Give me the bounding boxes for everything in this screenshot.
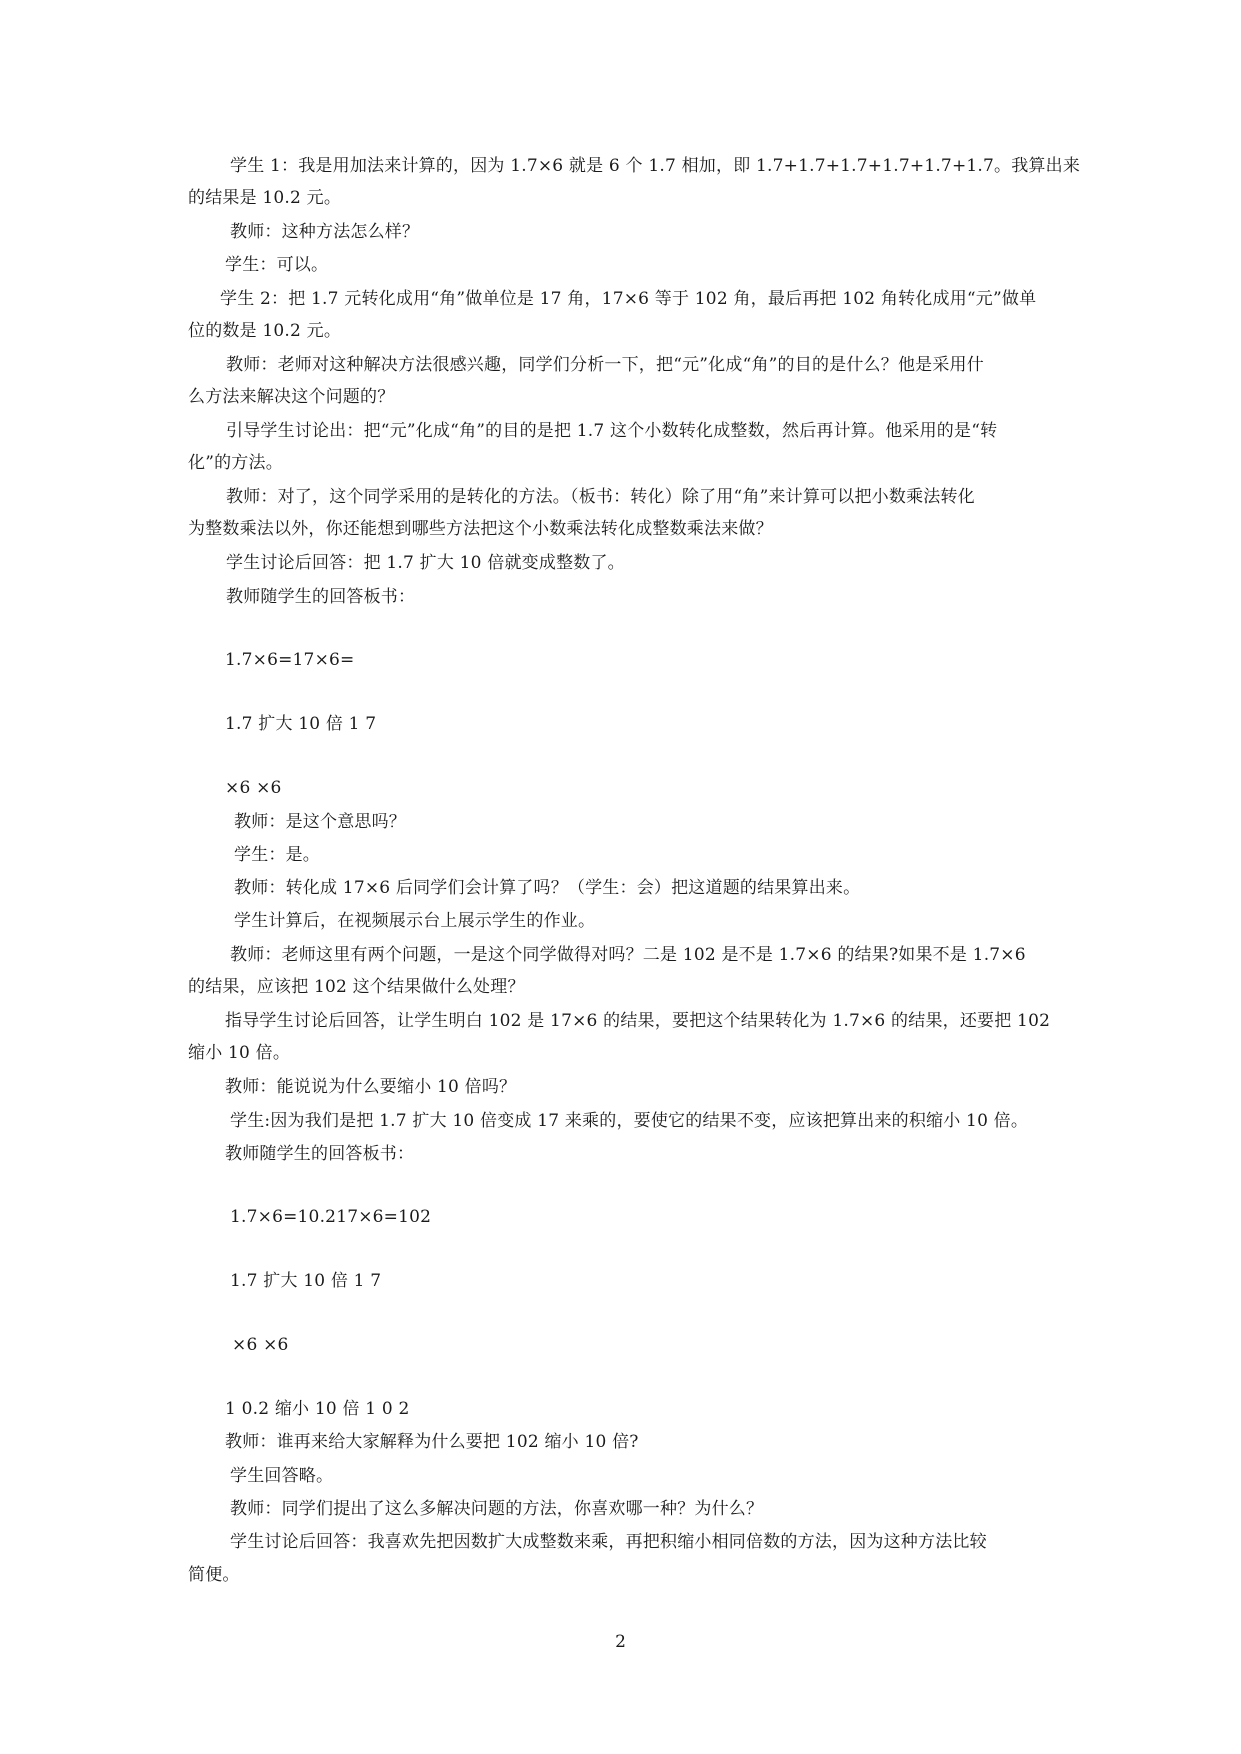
text-line: 教师随学生的回答板书： — [226, 587, 416, 607]
board-formula: 1.7×6=10.217×6=102 — [230, 1207, 432, 1227]
text-line: 教师：能说说为什么要缩小 10 倍吗？ — [225, 1077, 517, 1097]
text-line: 学生：是。 — [234, 845, 320, 865]
page-number: 2 — [615, 1632, 626, 1652]
board-formula: ×6 ×6 — [225, 778, 282, 798]
text-line: 学生讨论后回答：我喜欢先把因数扩大成整数来乘，再把积缩小相同倍数的方法，因为这种方法比较 — [230, 1532, 987, 1552]
board-formula: 1 0.2 缩小 10 倍 1 0 2 — [225, 1399, 410, 1419]
text-line: 的结果是 10.2 元。 — [188, 188, 342, 208]
text-line: 学生 1：我是用加法来计算的，因为 1.7×6 就是 6 个 1.7 相加，即 1.7+1.7+1.7+1.7+1.7+1.7。我算出来 — [230, 156, 1081, 176]
board-formula: 1.7×6=17×6= — [225, 650, 355, 670]
text-line: 教师：这种方法怎么样？ — [230, 222, 420, 242]
text-line: 的结果，应该把 102 这个结果做什么处理？ — [188, 977, 525, 997]
board-formula: 1.7 扩大 10 倍 1 7 — [225, 714, 377, 734]
text-line: 教师：老师对这种解决方法很感兴趣，同学们分析一下，把“元”化成“角”的目的是什么？他是采用什 — [226, 355, 984, 375]
text-line: 引导学生讨论出：把“元”化成“角”的目的是把 1.7 这个小数转化成整数，然后再计算。他采用的是“转 — [226, 421, 998, 441]
text-line: 简便。 — [188, 1565, 240, 1585]
text-line: 学生计算后，在视频展示台上展示学生的作业。 — [234, 911, 596, 931]
text-line: 教师：老师这里有两个问题，一是这个同学做得对吗？二是 102 是不是 1.7×6 的结果?如果不是 1.7×6 — [230, 945, 1026, 965]
text-line: 教师：是这个意思吗？ — [234, 812, 406, 832]
board-formula: ×6 ×6 — [232, 1335, 289, 1355]
text-line: 学生：可以。 — [225, 255, 329, 275]
text-line: 缩小 10 倍。 — [188, 1043, 291, 1063]
text-line: 教师：对了，这个同学采用的是转化的方法。（板书：转化）除了用“角”来计算可以把小数乘法转化 — [226, 487, 975, 507]
text-line: 学生讨论后回答：把 1.7 扩大 10 倍就变成整数了。 — [226, 553, 625, 573]
text-line: 教师：转化成 17×6 后同学们会计算了吗？（学生：会）把这道题的结果算出来。 — [234, 878, 861, 898]
text-line: 学生 2：把 1.7 元转化成用“角”做单位是 17 角，17×6 等于 102 角，最后再把 102 角转化成用“元”做单 — [220, 289, 1037, 309]
text-line: 为整数乘法以外，你还能想到哪些方法把这个小数乘法转化成整数乘法来做？ — [188, 519, 773, 539]
text-line: 学生:因为我们是把 1.7 扩大 10 倍变成 17 来乘的，要使它的结果不变，应该把算出来的积缩小 10 倍。 — [230, 1111, 1029, 1131]
text-line: 教师：谁再来给大家解释为什么要把 102 缩小 10 倍? — [225, 1432, 639, 1452]
text-line: 教师：同学们提出了这么多解决问题的方法，你喜欢哪一种？为什么？ — [230, 1499, 764, 1519]
text-line: 教师随学生的回答板书： — [225, 1144, 415, 1164]
text-line: 位的数是 10.2 元。 — [188, 321, 342, 341]
board-formula: 1.7 扩大 10 倍 1 7 — [230, 1271, 382, 1291]
text-line: 化”的方法。 — [188, 453, 283, 473]
text-line: 么方法来解决这个问题的？ — [188, 387, 395, 407]
text-line: 学生回答略。 — [230, 1466, 334, 1486]
text-line: 指导学生讨论后回答，让学生明白 102 是 17×6 的结果，要把这个结果转化为 1.7×6 的结果，还要把 102 — [225, 1011, 1051, 1031]
